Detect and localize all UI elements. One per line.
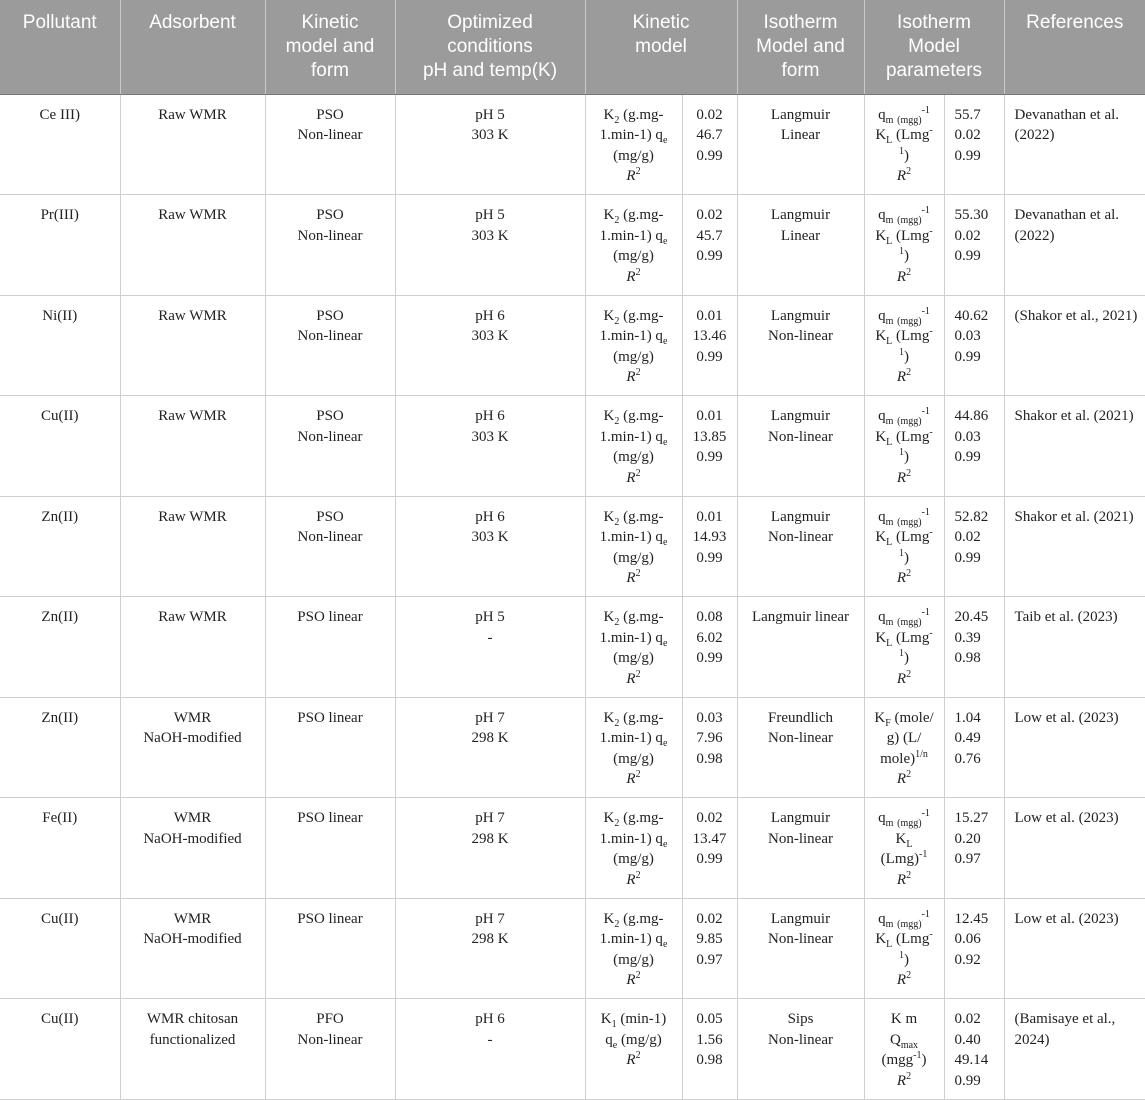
pollutant-cell: Ni(II) <box>0 295 120 396</box>
isotherm-form-cell: Langmuir Non-linear <box>737 898 864 999</box>
isotherm-values-cell: 55.7 0.02 0.99 <box>944 94 1004 195</box>
pollutant-cell: Pr(III) <box>0 195 120 296</box>
isotherm-values-cell: 44.86 0.03 0.99 <box>944 396 1004 497</box>
table-row <box>0 94 1145 195</box>
kinetic-params-cell: $K_2$ (g.mg-1.min-1) $q_e$ (mg/g) $R^2$ <box>585 798 682 899</box>
header-kinetic-model-form: Kinetic model and form <box>265 0 395 94</box>
header-adsorbent: Adsorbent <box>120 0 265 94</box>
kinetic-values-cell: 0.05 1.56 0.98 <box>682 999 737 1100</box>
adsorbent-cell: Raw WMR <box>120 396 265 497</box>
adsorbent-cell: WMR NaOH-modified <box>120 798 265 899</box>
reference-cell: Low et al. (2023) <box>1004 898 1145 999</box>
pollutant-cell: Cu(II) <box>0 898 120 999</box>
reference-cell: Low et al. (2023) <box>1004 798 1145 899</box>
kinetic-params-cell: $K_1$ (min-1) $q_e$ (mg/g) $R^2$ <box>585 999 682 1100</box>
table-row <box>0 295 1145 396</box>
conditions-cell: pH 6 303 K <box>395 295 585 396</box>
kinetic-params-cell: $K_2$ (g.mg-1.min-1) $q_e$ (mg/g) $R^2$ <box>585 94 682 195</box>
isotherm-form-cell: Langmuir Non-linear <box>737 295 864 396</box>
table-row <box>0 798 1145 899</box>
header-optimized-conditions: Optimized conditions pH and temp(K) <box>395 0 585 94</box>
isotherm-values-cell: 40.62 0.03 0.99 <box>944 295 1004 396</box>
kinetic-values-cell: 0.01 13.85 0.99 <box>682 396 737 497</box>
isotherm-params-cell: $q_m$ $_{(mgg)}^{-1}$ $K_L$ (Lmg$^{-1}$) $R^2$ <box>864 295 944 396</box>
pollutant-cell: Cu(II) <box>0 999 120 1100</box>
header-kinetic-model: Kinetic model <box>585 0 737 94</box>
conditions-cell: pH 6 - <box>395 999 585 1100</box>
isotherm-form-cell: Langmuir Non-linear <box>737 798 864 899</box>
kinetic-form-cell: PSO Non-linear <box>265 396 395 497</box>
table-row <box>0 195 1145 296</box>
table-row <box>0 396 1145 497</box>
reference-cell: (Shakor et al., 2021) <box>1004 295 1145 396</box>
adsorbent-cell: Raw WMR <box>120 295 265 396</box>
kinetic-values-cell: 0.03 7.96 0.98 <box>682 697 737 798</box>
adsorbent-cell: WMR NaOH-modified <box>120 697 265 798</box>
pollutant-cell: Ce III) <box>0 94 120 195</box>
isotherm-values-cell: 15.27 0.20 0.97 <box>944 798 1004 899</box>
conditions-cell: pH 7 298 K <box>395 898 585 999</box>
kinetic-values-cell: 0.01 14.93 0.99 <box>682 496 737 597</box>
adsorbent-cell: WMR chitosan functionalized <box>120 999 265 1100</box>
isotherm-params-cell: $q_m$ $_{(mgg)}^{-1}$ $K_L$ (Lmg$^{-1}$) $R^2$ <box>864 496 944 597</box>
adsorbent-cell: Raw WMR <box>120 195 265 296</box>
reference-cell: (Bamisaye et al., 2024) <box>1004 999 1145 1100</box>
table-row <box>0 999 1145 1100</box>
isotherm-form-cell: Sips Non-linear <box>737 999 864 1100</box>
isotherm-params-cell: $q_m$ $_{(mgg)}^{-1}$ $K_L$ (Lmg$^{-1}$) $R^2$ <box>864 597 944 698</box>
kinetic-form-cell: PSO linear <box>265 898 395 999</box>
conditions-cell: pH 5 303 K <box>395 94 585 195</box>
adsorbent-cell: Raw WMR <box>120 94 265 195</box>
kinetic-form-cell: PSO linear <box>265 798 395 899</box>
kinetic-form-cell: PSO Non-linear <box>265 295 395 396</box>
adsorbent-cell: WMR NaOH-modified <box>120 898 265 999</box>
reference-cell: Taib et al. (2023) <box>1004 597 1145 698</box>
kinetic-values-cell: 0.02 45.7 0.99 <box>682 195 737 296</box>
conditions-cell: pH 5 - <box>395 597 585 698</box>
kinetic-form-cell: PSO Non-linear <box>265 94 395 195</box>
kinetic-values-cell: 0.01 13.46 0.99 <box>682 295 737 396</box>
isotherm-values-cell: 20.45 0.39 0.98 <box>944 597 1004 698</box>
kinetic-params-cell: $K_2$ (g.mg-1.min-1) $q_e$ (mg/g) $R^2$ <box>585 295 682 396</box>
isotherm-params-cell: $q_m$ $_{(mgg)}^{-1}$ $K_L$ (Lmg)$^{-1}$ $R^2$ <box>864 798 944 899</box>
table-row <box>0 697 1145 798</box>
kinetic-params-cell: $K_2$ (g.mg-1.min-1) $q_e$ (mg/g) $R^2$ <box>585 597 682 698</box>
kinetic-values-cell: 0.08 6.02 0.99 <box>682 597 737 698</box>
isotherm-values-cell: 52.82 0.02 0.99 <box>944 496 1004 597</box>
isotherm-form-cell: Langmuir Linear <box>737 94 864 195</box>
reference-cell: Low et al. (2023) <box>1004 697 1145 798</box>
reference-cell: Devanathan et al. (2022) <box>1004 94 1145 195</box>
conditions-cell: pH 7 298 K <box>395 798 585 899</box>
reference-cell: Shakor et al. (2021) <box>1004 396 1145 497</box>
isotherm-values-cell: 0.02 0.40 49.14 0.99 <box>944 999 1004 1100</box>
kinetic-form-cell: PFO Non-linear <box>265 999 395 1100</box>
header-references: References <box>1004 0 1145 94</box>
isotherm-form-cell: Langmuir Linear <box>737 195 864 296</box>
kinetic-values-cell: 0.02 46.7 0.99 <box>682 94 737 195</box>
kinetic-params-cell: $K_2$ (g.mg-1.min-1) $q_e$ (mg/g) $R^2$ <box>585 697 682 798</box>
kinetic-params-cell: $K_2$ (g.mg-1.min-1) $q_e$ (mg/g) $R^2$ <box>585 898 682 999</box>
isotherm-form-cell: Langmuir linear <box>737 597 864 698</box>
isotherm-params-cell: $K_F$ (mole/ g) (L/ mole)$^{1/n}$ $R^2$ <box>864 697 944 798</box>
kinetic-form-cell: PSO Non-linear <box>265 496 395 597</box>
kinetic-params-cell: $K_2$ (g.mg-1.min-1) $q_e$ (mg/g) $R^2$ <box>585 496 682 597</box>
isotherm-form-cell: Freundlich Non-linear <box>737 697 864 798</box>
kinetic-form-cell: PSO linear <box>265 597 395 698</box>
table-row <box>0 496 1145 597</box>
kinetic-params-cell: $K_2$ (g.mg-1.min-1) $q_e$ (mg/g) $R^2$ <box>585 195 682 296</box>
kinetic-params-cell: $K_2$ (g.mg-1.min-1) $q_e$ (mg/g) $R^2$ <box>585 396 682 497</box>
isotherm-params-cell: $q_m$ $_{(mgg)}^{-1}$ $K_L$ (Lmg$^{-1}$) $R^2$ <box>864 195 944 296</box>
kinetic-values-cell: 0.02 9.85 0.97 <box>682 898 737 999</box>
conditions-cell: pH 7 298 K <box>395 697 585 798</box>
header-pollutant: Pollutant <box>0 0 120 94</box>
pollutant-cell: Zn(II) <box>0 597 120 698</box>
table-row <box>0 597 1145 698</box>
isotherm-form-cell: Langmuir Non-linear <box>737 396 864 497</box>
adsorbent-cell: Raw WMR <box>120 597 265 698</box>
header-isotherm-parameters: Isotherm Model parameters <box>864 0 1004 94</box>
pollutant-cell: Fe(II) <box>0 798 120 899</box>
table-row <box>0 898 1145 999</box>
kinetic-form-cell: PSO Non-linear <box>265 195 395 296</box>
isotherm-values-cell: 1.04 0.49 0.76 <box>944 697 1004 798</box>
isotherm-params-cell: $q_m$ $_{(mgg)}^{-1}$ $K_L$ (Lmg$^{-1}$) $R^2$ <box>864 396 944 497</box>
conditions-cell: pH 6 303 K <box>395 496 585 597</box>
reference-cell: Shakor et al. (2021) <box>1004 496 1145 597</box>
pollutant-cell: Zn(II) <box>0 496 120 597</box>
pollutant-cell: Cu(II) <box>0 396 120 497</box>
conditions-cell: pH 5 303 K <box>395 195 585 296</box>
isotherm-values-cell: 12.45 0.06 0.92 <box>944 898 1004 999</box>
isotherm-values-cell: 55.30 0.02 0.99 <box>944 195 1004 296</box>
kinetic-form-cell: PSO linear <box>265 697 395 798</box>
isotherm-params-cell: K m $Q_{max}$ (mgg$^{-1}$) $R^2$ <box>864 999 944 1100</box>
isotherm-form-cell: Langmuir Non-linear <box>737 496 864 597</box>
header-row <box>0 0 1145 94</box>
isotherm-params-cell: $q_m$ $_{(mgg)}^{-1}$ $K_L$ (Lmg$^{-1}$) $R^2$ <box>864 898 944 999</box>
adsorbent-cell: Raw WMR <box>120 496 265 597</box>
isotherm-params-cell: $q_m$ $_{(mgg)}^{-1}$ $K_L$ (Lmg$^{-1}$) $R^2$ <box>864 94 944 195</box>
header-isotherm-model-form: Isotherm Model and form <box>737 0 864 94</box>
pollutant-cell: Zn(II) <box>0 697 120 798</box>
conditions-cell: pH 6 303 K <box>395 396 585 497</box>
kinetic-values-cell: 0.02 13.47 0.99 <box>682 798 737 899</box>
reference-cell: Devanathan et al. (2022) <box>1004 195 1145 296</box>
